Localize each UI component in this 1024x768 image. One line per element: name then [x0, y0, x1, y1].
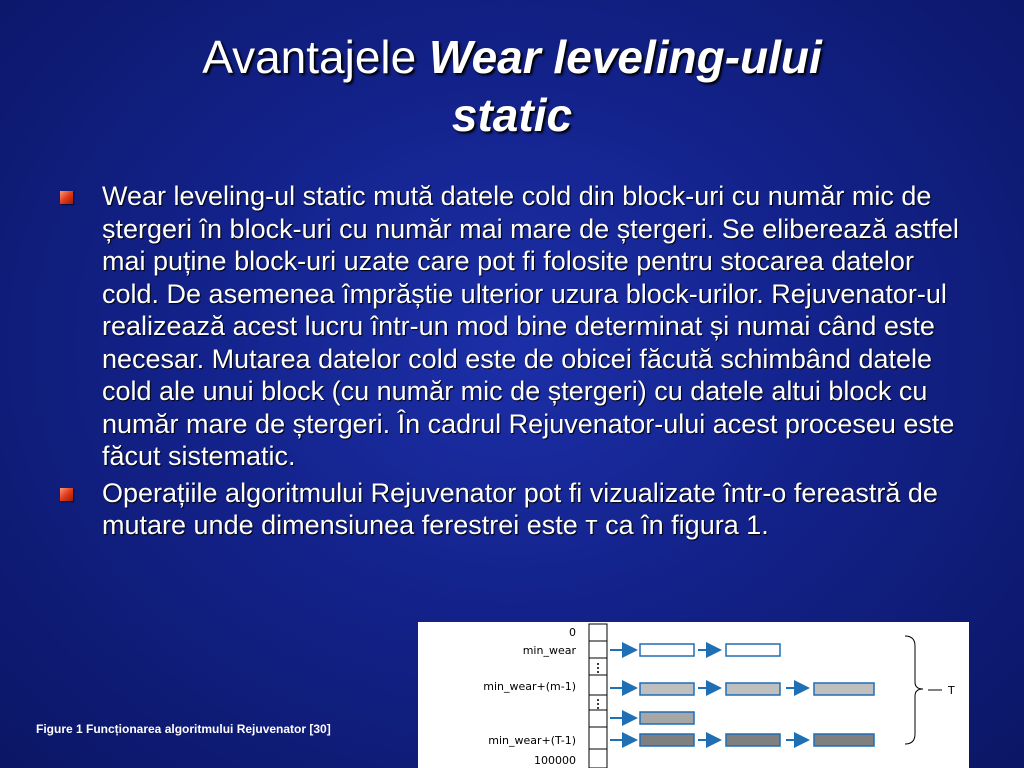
bullet-text: Wear leveling-ul static mută datele cold din block-uri cu număr mic de ștergeri în block-uri cu număr mai mare de ștergeri. Se eliberează astfel mai puține block-uri uzate care pot fi folosite pentru stocarea datelor cold. De asemenea împrăștie ulterior uzura block-urilor. Rejuvenator-ul realizează acest lucru într-un mod bine determinat și numai când este necesar. Mutarea datelor cold este de obicei făcută schimbând datele cold ale unui block (cu număr mic de ștergeri) cu datele altui block cu număr mare de ștergeri. În cadrul Rejuvenator-ului acest proceseu este făcut sistematic.: [102, 181, 959, 471]
label-max: 100000: [534, 754, 576, 767]
label-min-wear-m1: min_wear+(m-1): [483, 680, 576, 693]
window-bracket: [905, 636, 923, 744]
label-window: T: [948, 684, 955, 697]
label-min-wear: min_wear: [522, 644, 576, 657]
title-emphasis-line1: Wear leveling-ului: [428, 31, 822, 83]
row-min-wear-t1: [610, 734, 874, 746]
title-plain: Avantajele: [202, 31, 429, 83]
bullet-list: [60, 180, 970, 546]
row-middle: [610, 712, 694, 724]
row-min-wear: [610, 644, 780, 656]
bullet-text: Operațiile algoritmului Rejuvenator pot fi vizualizate într-o fereastră de mutare unde dimensiunea ferestrei este ᴛ ca în figura 1.: [102, 477, 938, 540]
rejuvenator-figure: [418, 622, 969, 768]
row-min-wear-m1: [610, 683, 874, 695]
figure-caption: Figure 1 Funcționarea algoritmului Rejuvenator [30]: [36, 722, 331, 736]
slide-title: [60, 28, 964, 144]
label-zero: 0: [569, 626, 576, 639]
label-min-wear-t1: min_wear+(T-1): [488, 734, 576, 747]
square-bullet-icon: [60, 488, 73, 501]
rejuvenator-diagram: [418, 622, 969, 768]
square-bullet-icon: [60, 191, 73, 204]
wear-column: [589, 624, 607, 768]
bullet-item: [60, 180, 970, 473]
bullet-item: [60, 477, 970, 542]
title-emphasis-line2: static: [451, 89, 573, 141]
